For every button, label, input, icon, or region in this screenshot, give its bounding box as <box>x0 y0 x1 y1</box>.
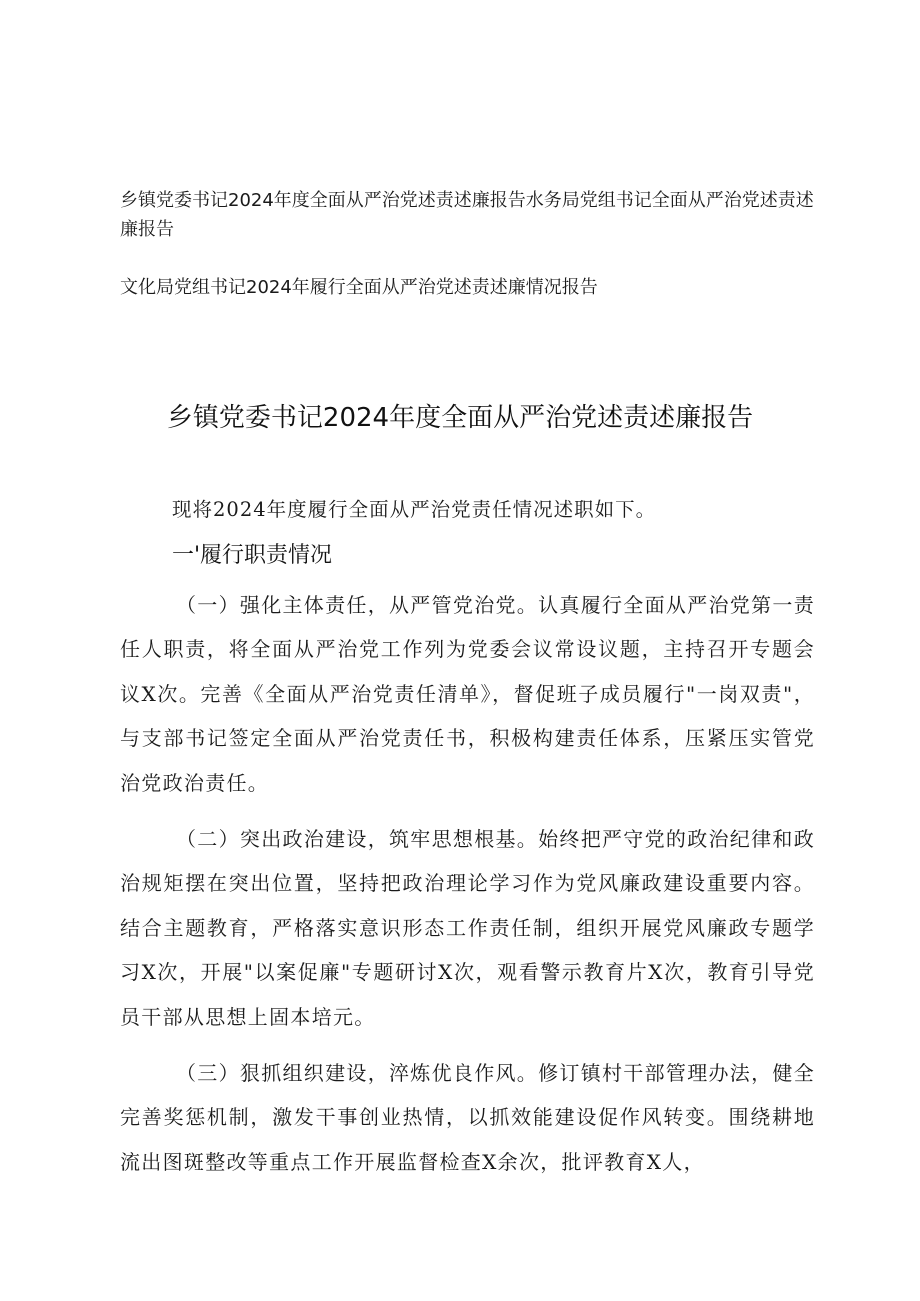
toc-item-2: 文化局党组书记2024年履行全面从严治党述责述廉情况报告 <box>120 277 598 298</box>
document-title: 乡镇党委书记2024年度全面从严治党述责述廉报告 <box>166 403 754 433</box>
paragraph-2: （二）突出政治建设，筑牢思想根基。始终把严守党的政治纪律和政治规矩摆在突出位置，坚持把政治理论学习作为党风廉政建设重要内容。结合主题教育，严格落实意识形态工作责任制，组织开展党风廉政专题学习X次，开展"以案促廉"专题研讨X次，观看警示教育片X次，教育引导党员干部从思想上固本培元。 <box>120 827 815 1029</box>
body-text <box>120 583 815 1184</box>
paragraph-1: （一）强化主体责任，从严管党治党。认真履行全面从严治党第一责任人职责，将全面从严治党工作列为党委会议常设议题，主持召开专题会议X次。完善《全面从严治党责任清单》，督促班子成员履行"一岗双责"，与支部书记签定全面从严治党责任书，积极构建责任体系，压紧压实管党治党政治责任。 <box>120 593 815 795</box>
section-heading: 一'履行职责情况 <box>172 543 333 568</box>
table-of-contents <box>120 186 820 302</box>
toc-item-1: 乡镇党委书记2024年度全面从严治党述责述廉报告水务局党组书记全面从严治党述责述廉报告 <box>120 190 814 240</box>
intro-paragraph: 现将2024年度履行全面从严治党责任情况述职如下。 <box>172 498 657 521</box>
paragraph-3: （三）狠抓组织建设，淬炼优良作风。修订镇村干部管理办法，健全完善奖惩机制，激发干事创业热情，以抓效能建设促作风转变。围绕耕地流出图斑整改等重点工作开展监督检查X余次，批评教育X人， <box>120 1061 815 1174</box>
